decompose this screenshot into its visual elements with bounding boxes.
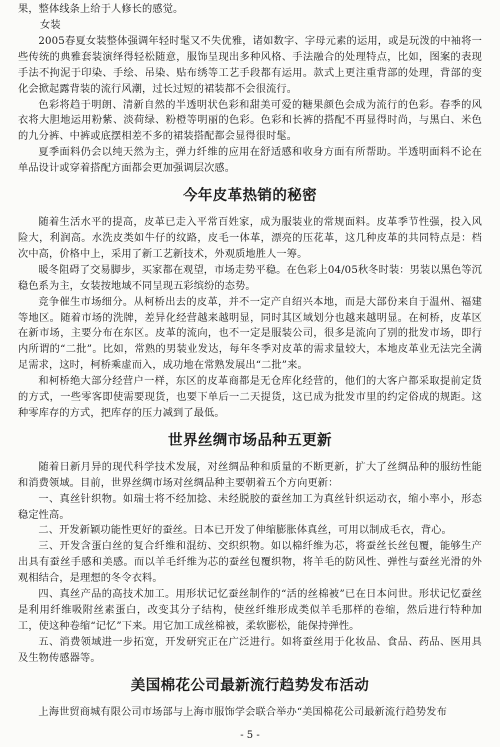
paragraph: 上海世贸商城有限公司市场部与上海市服饰学会联合举办“美国棉花公司最新流行趋势发布 — [38, 706, 447, 718]
article-body — [18, 2, 482, 721]
list-item: 一、真丝针织物。如瑞士将不经加捻、未经脱胶的蚕丝加工为真丝针织运动衣，缩小率小，形态稳定性高。 — [18, 493, 482, 521]
paragraph: 和柯桥绝大部分经营户一样，东区的皮革商都是无仓库化经营的，他们的大客户都采取提前定货的方式，一些零客即使需要现货，也要下单后一二天提货，这已成为批发市里的约定俗成的规距。这种零库存的方式，把库存的压力减到了最低。 — [18, 376, 482, 419]
list-item: 二、开发新颖功能性更好的蚕丝。日本已开发了伸缩膨胀体真丝，可用以制成毛衣，背心。 — [38, 525, 452, 537]
paragraph: 暖冬阻碍了交易脚步，买家都在观望，市场走势平稳。在色彩上04/05秋冬时装：男装以黑色等沉稳色系为主，女装按地域不同呈现五彩缤纷的态势。 — [18, 264, 482, 292]
section-title-cotton: 美国棉花公司最新流行趋势发布活动 — [130, 677, 370, 694]
paragraph: 随着生活水平的提高，皮革已走入平常百姓家，成为服装业的常规面料。皮革季节性强，投入风险大，利润高。水洗皮类如牛仔的纹路，皮毛一体革，漂亮的压花革，这几种皮革的共同特点是：档次中高，价格中上，采用了新工艺新技术，外观质地胜人一筹。 — [18, 217, 482, 260]
section-title-silk: 世界丝绸市场品种五更新 — [168, 432, 332, 449]
list-item: 三、开发含蛋白丝的复合纤维和混纺、交织织物。如以棉纤维为芯，将蚕丝长丝包覆，能够生产出具有蚕丝手感和美感。而以羊毛纤维为芯的蚕丝包覆织物，将羊毛的防风性、弹性与蚕丝光滑的外观相结合，是理想的冬令衣料。 — [18, 541, 482, 585]
paragraph: 2005春夏女装整体强调年轻时髦又不失优雅，诸如数字、字母元素的运用，或是玩泼的中袖将一些传统的典雅套装演绎得轻松随意，服饰呈现出多种风格、手法融合的处理特点，比如，图案的表现手法不拘泥于印染、手绘、吊染、贴布绣等工艺手段都有运用。款式上更注重背部的处理，背部的变化会掀起露背装的流行风潮，过长过短的裙装都不会很流行。 — [18, 35, 482, 95]
page-number: - 5 - — [240, 730, 260, 741]
subheading-womenswear: 女装 — [40, 19, 61, 31]
paragraph: 竞争催生市场细分。从柯桥出去的皮革，并不一定产自绍兴本地，而是大部份来自于温州、福建等地区。随着市场的洗牌，差异化经营越来越明显，同时其区域划分也越来越明显。在柯桥，皮革区在新市场，主要分布在东区。皮革的流向，也不一定是服装公司，很多是流向了别的批发市场，即行内所谓的“二批”。比如，常熟的男装业发达，每年冬季对皮革的需求量较大，本地皮革业无法完全满足需求，这时，柯桥乘虚而入，成功地在常熟发展出“二批”来。 — [18, 296, 482, 372]
list-item: 五、消费领域进一步拓宽，开发研究正在广泛进行。如将蚕丝用于化妆品、食品、药品、医用具及生物传感器等。 — [18, 636, 482, 664]
continued-paragraph: 果，整体线条上给于人修长的感觉。 — [18, 4, 184, 15]
paragraph: 夏季面料仍会以纯天然为主，弹力纤维的应用在舒适感和收身方面有所帮助。半透明面料不论在单品设计或穿着搭配方面都会更加强调层次感。 — [18, 147, 482, 175]
section-title-leather: 今年皮革热销的秘密 — [182, 188, 318, 205]
paragraph: 色彩将趋于明朗、清新自然的半透明状色彩和甜美可爱的糖果颜色会成为流行的色彩。春季的风衣将大胆地运用粉紫、淡荷绿、粉橙等明丽的色彩。色彩和长裤的搭配不再显得时尚，与黑白、米色的九分裤、中裤或底摆相差不多的裙装搭配都会显得很时髦。 — [18, 99, 482, 143]
list-item: 四、真丝产品的高技术加工。用形状记忆蚕丝制作的“活的丝棉被”已在日本问世。形状记忆蚕丝是利用纤维吸附丝素蛋白，改变其分子结构，使丝纤维形成类似羊毛那样的卷缩，然后进行特种加工，使这种卷缩“记忆”下来。用它加工成丝棉被，柔软膨松，能保持弹性。 — [18, 589, 482, 632]
paragraph: 随着日新月异的现代科学技术发展，对丝绸品种和质量的不断更新，扩大了丝绸品种的服纺性能和消费领域。目前，世界丝绸市场对丝绸品种主要朝着五个方向更新： — [18, 461, 482, 489]
